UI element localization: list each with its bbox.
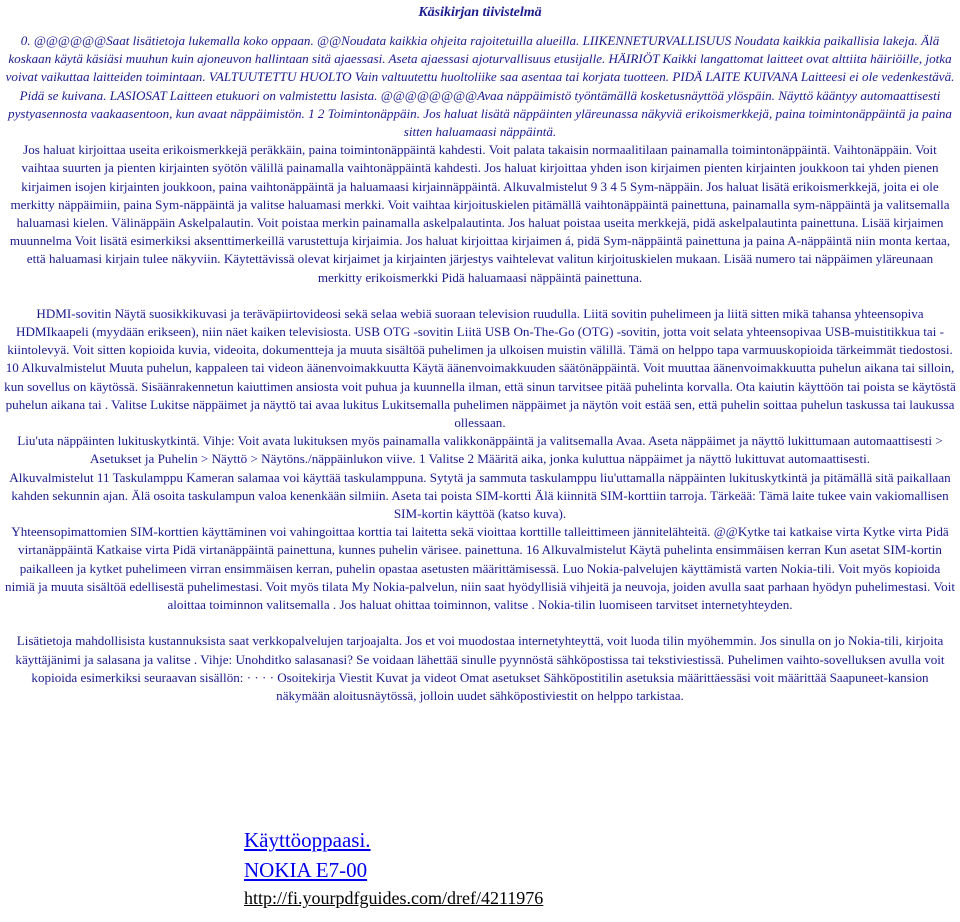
footer-links	[244, 826, 543, 911]
url-link[interactable]: http://fi.yourpdfguides.com/dref/4211976	[244, 888, 544, 908]
paragraph-safety: 0. @@@@@@Saat lisätietoja lukemalla koko oppaan. @@Noudata kaikkia ohjeita rajoitetuilla alueilla. LIIKENNETURVALLISUUS Noudata kaikkia paikallisia lakeja. Älä koskaan käytä käsiäsi muuhun kuin ajoneuvon hallintaan sitä ajaessasi. Aseta ajaessasi ajoturvallisuus etusijalle. HÄIRIÖT Kaikki langattomat laitteet ovat alttiita häiriöille, jotka voivat vaikuttaa laitteiden toimintaan. VALTUUTETTU HUOLTO Vain valtuutettu huoltoliike saa asentaa tai korjata tuotteen. PIDÄ LAITE KUIVANA Laitteesi ei ole vedenkestävä. Pidä se kuivana. LASIOSAT Laitteen etukuori on valmistettu lasista. @@@@@@@@Avaa näppäimistö työntämällä kosketusnäyttöä ylöspäin. Näyttö kääntyy automaattisesti pystyasennosta vaakaasentoon, kun avaat näppäimistön. 1 2 Toimintonäppäin. Jos haluat lisätä näppäinten yläreunassa näkyviä erikoismerkkejä, paina toimintonäppäintä ja paina sitten haluamaasi näppäintä.	[5, 33, 955, 140]
paragraph-flashlight: Alkuvalmistelut 11 Taskulamppu Kameran salamaa voi käyttää taskulamppuna. Sytytä ja sammuta taskulamppu liu'uttamalla näppäinten lukituskytkintä ja pitämällä sitä paikallaan kahden sekunnin ajan. Älä osoita taskulampun valoa kenenkään silmiin. Aseta tai poista SIM-kortti Älä kiinnitä SIM-korttiin tarroja. Tärkeää: Tämä laite tukee vain vakiomallisen SIM-kortin käyttöä (katso kuva).	[9, 469, 951, 522]
model-link[interactable]: NOKIA E7-00	[244, 858, 368, 882]
page-title: Käsikirjan tiivistelmä	[418, 5, 542, 20]
paragraph-hdmi: HDMI-sovitin Näytä suosikkikuvasi ja teräväpiirtovideosi sekä selaa webiä suoraan television ruudulla. Liitä sovitin puhelimeen ja liitä sitten mikä tahansa yhteensopiva HDMIkaapeli (myydään erikseen), niin näet kaiken televisiosta. USB OTG -sovitin Liitä USB On-The-Go (OTG) -sovitin, jotta voit selata yhteensopivaa USB-muistitikkua tai -kiintolevyä. Voit sitten kopioida kuvia, videoita, dokumentteja ja muuta sisältöä puhelimen ja ulkoisen muistin välillä. Tämä on helppo tapa varmuuskopioida tärkeimmät tiedostosi. 10 Alkuvalmistelut Muuta puhelun, kappaleen tai videon äänenvoimakkuutta Käytä äänenvoimakkuuden säätönäppäintä. Voit muuttaa äänenvoimakkuutta puhelun aikana tai silloin, kun sovellus on käytössä. Sisäänrakennetun kaiuttimen ansiosta voit puhua ja kuunnella ilman, että sinun tarvitsee pitää puhelinta korvalla. Ota kaiutin käyttöön tai poista se käytöstä puhelun aikana tai . Valitse Lukitse näppäimet ja näyttö tai avaa lukitus Lukitsemalla puhelimen näppäimet ja näytön voit estää sen, että puhelin soittaa puhelun taskussa tai laukussa ollessaan.	[4, 305, 956, 431]
paragraph-keyboard: Jos haluat kirjoittaa useita erikoismerkkejä peräkkäin, paina toimintonäppäintä kahdesti. Voit palata takaisin normaalitilaan painamalla toimintonäppäintä. Vaihtonäppäin. Voit vaihtaa suurten ja pienten kirjainten syötön välillä painamalla vaihtonäppäintä kahdesti. Jos haluat kirjoittaa yhden ison kirjaimen pienten kirjainten joukkoon tai yhden pienen kirjaimen isojen kirjainten joukkoon, paina vaihtonäppäintä ja haluamaasi kirjainnäppäintä. Alkuvalmistelut 9 3 4 5 Sym-näppäin. Jos haluat lisätä erikoismerkkejä, joita ei ole merkitty näppäimiin, paina Sym-näppäintä ja valitse haluamasi merkki. Voit vaihtaa kirjoituskielen pitämällä vaihtonäppäintä painettuna, painamalla sym-näppäintä ja valitsemalla haluamasi kielen. Välinäppäin Askelpalautin. Voit poistaa merkin painamalla askelpalautinta. Jos haluat poistaa useita merkkejä, pidä askelpalautinta painettuna. Lisää kirjaimen muunnelma Voit lisätä esimerkiksi aksenttimerkeillä varustettuja kirjaimia. Jos haluat kirjoittaa kirjaimen á, pidä Sym-näppäintä painettuna ja paina A-näppäintä niin monta kertaa, että haluamasi kirjain tulee näkyviin. Käytettävissä olevat kirjaimet ja kirjainten järjestys vaihtelevat valitun kirjoituskielen mukaan. Lisää numero tai näppäimen yläreunaan merkitty erikoismerkki Pidä haluamaasi näppäintä painettuna.	[9, 142, 951, 285]
paragraph-account: Lisätietoja mahdollisista kustannuksista saat verkkopalvelujen tarjoajalta. Jos et voi muodostaa internetyhteyttä, voit luoda tilin myöhemmin. Jos sinulla on jo Nokia-tili, kirjoita käyttäjänimi ja salasana ja valitse . Vihje: Unohditko salasanasi? Se voidaan lähettää sinulle pyynnöstä sähköpostissa tai tekstiviestissä. Puhelimen vaihto-sovelluksen avulla voit kopioida esimerkiksi seuraavan sisällön: · · · · Osoitekirja Viestit Kuvat ja videot Omat asetukset Sähköpostitilin asetuksia määrittäessäsi voit määrittää Saapuneet-kansion näkymään aloitusnäytössä, jolloin uudet sähköpostiviestit on helppo tarkistaa.	[15, 633, 945, 703]
paragraph-lock: Liu'uta näppäinten lukituskytkintä. Vihje: Voit avata lukituksen myös painamalla valikkonäppäintä ja valitsemalla Avaa. Aseta näppäimet ja näyttö lukittumaan automaattisesti > Asetukset ja Puhelin > Näyttö > Näytöns./näppäinlukon viive. 1 Valitse 2 Määritä aika, jonka kuluttua näppäimet ja näyttö lukittuvat automaattisesti.	[17, 433, 943, 467]
user-guide-link[interactable]: Käyttöoppaasi.	[244, 828, 371, 852]
paragraph-sim: Yhteensopimattomien SIM-korttien käyttäminen voi vahingoittaa korttia tai laitetta sekä vioittaa korttille talleittimeen jännitelähteitä. @@Kytke tai katkaise virta Kytke virta Pidä virtanäppäintä Katkaise virta Pidä virtanäppäintä painettuna, kunnes puhelin värisee. painettuna. 16 Alkuvalmistelut Käytä puhelinta ensimmäisen kerran Kun asetat SIM-kortin paikalleen ja kytket puhelimeen virran ensimmäisen kerran, puhelin opastaa asetusten määrittämisessä. Luo Nokia-palvelujen käyttämistä varten Nokia-tili. Voit myös kopioida nimiä ja muuta sisältöä edellisestä puhelimestasi. Voit myös tilata My Nokia-palvelun, niin saat hyödyllisiä vihjeitä ja neuvoja, joiden avulla saat parhaan hyödyn puhelimestasi. Voit aloittaa toiminnon valitsemalla . Jos haluat ohittaa toiminnon, valitse . Nokia-tilin luomiseen tarvitset internetyhteyden.	[5, 524, 955, 613]
